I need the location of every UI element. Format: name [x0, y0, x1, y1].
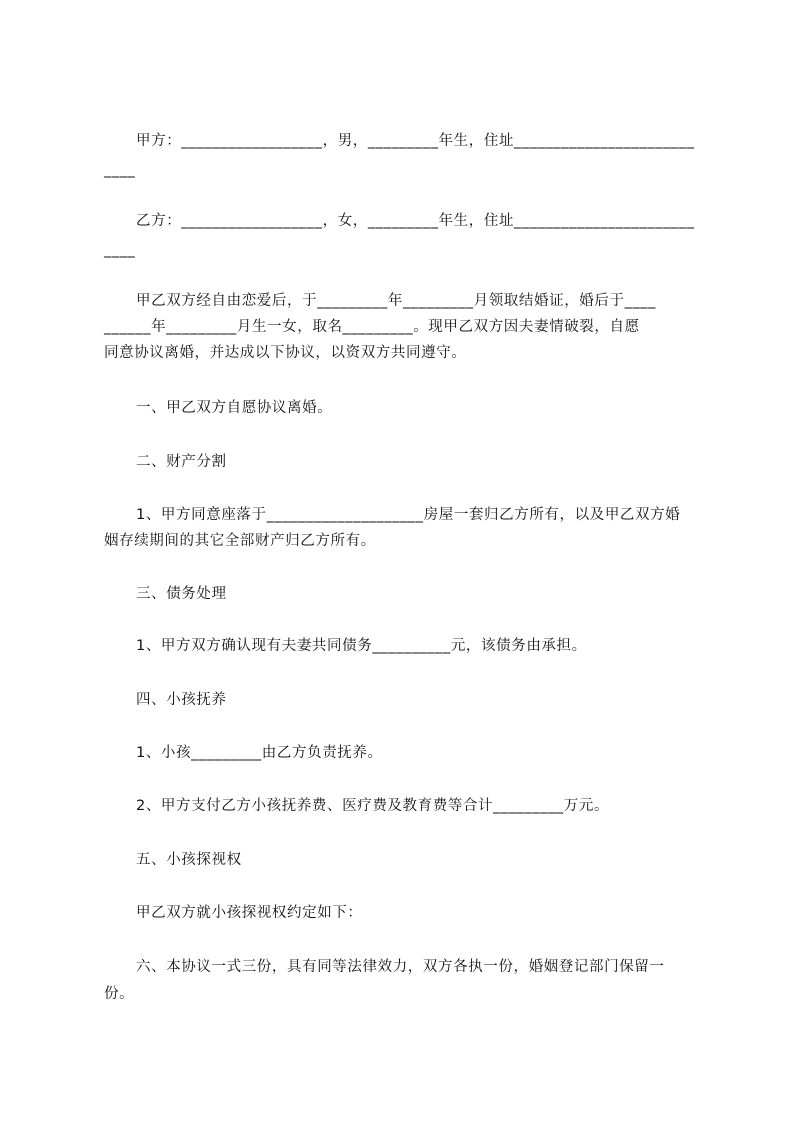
section-2-item-1-line-1: 1、甲方同意座落于____________________房屋一套归乙方所有，以及甲乙双方婚	[136, 507, 681, 523]
section-4-item-2: 2、甲方支付乙方小孩抚养费、医疗费及教育费等合计_________万元。	[136, 798, 610, 814]
section-6-line-1: 六、本协议一式三份，具有同等法律效力，双方各执一份，婚姻登记部门保留一	[136, 959, 665, 975]
party-a-line-1: 甲方：__________________，男，_________年生，住址_______________________	[136, 133, 695, 149]
section-5-text: 甲乙双方就小孩探视权约定如下：	[136, 905, 363, 921]
preamble-line-1: 甲乙双方经自由恋爱后，于_________年_________月领取结婚证，婚后于____	[136, 293, 656, 309]
section-4-item-1: 1、小孩_________由乙方负责抚养。	[136, 745, 383, 761]
section-3-heading: 三、债务处理	[136, 586, 227, 602]
section-3-item-1: 1、甲方双方确认现有夫妻共同债务__________元，该债务由承担。	[136, 638, 587, 654]
section-2-item-1-line-2: 姻存续期间的其它全部财产归乙方所有。	[104, 533, 376, 549]
section-5-heading: 五、小孩探视权	[136, 852, 242, 868]
preamble-line-3: 同意协议离婚，并达成以下协议，以资双方共同遵守。	[104, 345, 467, 361]
section-6-line-2: 份。	[104, 986, 135, 1002]
section-2-heading: 二、财产分割	[136, 454, 227, 470]
section-1: 一、甲乙双方自愿协议离婚。	[136, 400, 333, 416]
preamble-line-2: ______年_________月生一女，取名_________。现甲乙双方因夫妻情破裂，自愿	[104, 319, 640, 335]
party-b-line-2: ____	[104, 242, 136, 258]
party-a-line-2: ____	[104, 162, 136, 178]
party-b-line-1: 乙方：__________________，女，_________年生，住址_______________________	[136, 213, 695, 229]
section-4-heading: 四、小孩抚养	[136, 692, 227, 708]
